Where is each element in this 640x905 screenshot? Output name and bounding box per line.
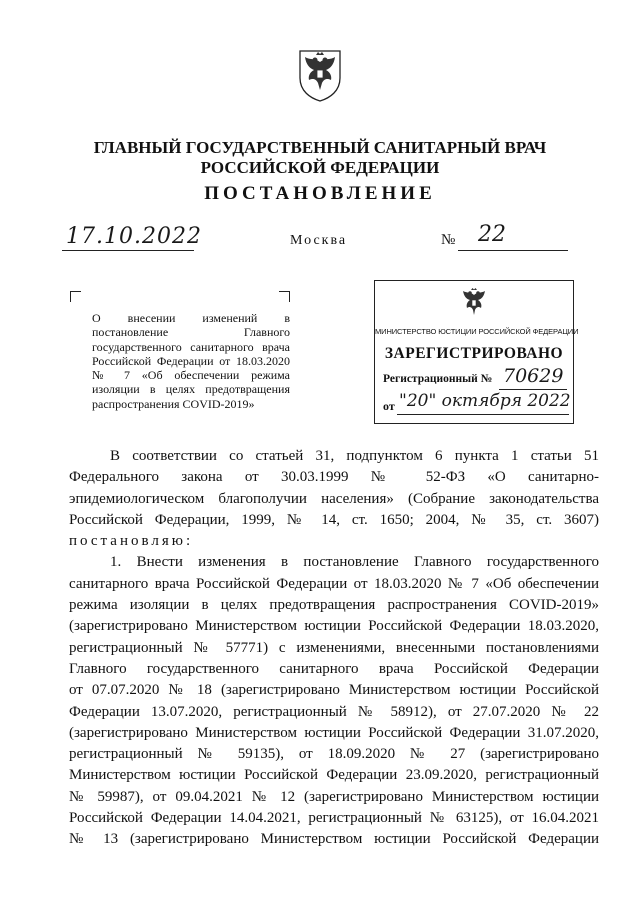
body-line: санитарного врача Российской Федерации от 18.03.2020 № 7 «Об обеспечении [69, 575, 599, 592]
body-line: (зарегистрировано Министерством юстиции Российской Федерации 31.07.2020, [69, 724, 599, 741]
body-line: регистрационный № 57771) с изменениями, внесенными постановлениями [69, 639, 599, 656]
subject-bracket-right [279, 291, 290, 302]
stamp-ministry-name: МИНИСТЕРСТВО ЮСТИЦИИ РОССИЙСКОЙ ФЕДЕРАЦИИ [375, 327, 579, 336]
body-line: 1. Внести изменения в постановление Главного государственного [110, 554, 599, 571]
document-number-label: № [441, 232, 456, 248]
stamp-reg-underline [499, 389, 567, 390]
issuer-title-line1: ГЛАВНЫЙ ГОСУДАРСТВЕННЫЙ САНИТАРНЫЙ ВРАЧ [93, 138, 547, 157]
body-line: В соответствии со статьей 31, подпунктом 6 пункта 1 статьи 51 [110, 448, 599, 464]
body-line: Федерации 13.07.2020, регистрационный № 58912), от 27.07.2020 № 22 [69, 703, 599, 720]
body-line: Российской Федерации 14.04.2021, регистрационный № 63125), от 16.04.2021 [69, 810, 599, 827]
registration-stamp [374, 280, 579, 424]
stamp-reg-number-label: Регистрационный № [383, 373, 493, 385]
document-date: 17.10.2022 [66, 224, 202, 249]
body-line: Российской Федерации, 1999, № 14, ст. 1650; 2004, № 35, ст. 3607) [69, 511, 599, 528]
document-body [69, 446, 599, 851]
stamp-registered-label: ЗАРЕГИСТРИРОВАНО [384, 345, 564, 362]
stamp-reg-number: 70629 [503, 365, 564, 387]
document-city: Москва [290, 233, 348, 248]
number-underline [458, 250, 568, 251]
stamp-date-underline [397, 414, 569, 415]
stamp-eagle-icon [459, 287, 489, 321]
document-type-title: ПОСТАНОВЛЕНИЕ [204, 183, 436, 204]
issuer-title-line2: РОССИЙСКОЙ ФЕДЕРАЦИИ [200, 158, 440, 177]
document-number: 22 [478, 222, 506, 247]
body-line: Министерством юстиции Российской Федерации 23.09.2020, регистрационный [69, 767, 599, 784]
body-line: режима изоляции в целях предотвращения распространения COVID-2019» [69, 597, 599, 614]
body-line: регистрационный № 59135), от 18.09.2020 № 27 (зарегистрировано [69, 746, 599, 763]
subject-bracket-left [70, 291, 81, 302]
coat-of-arms-icon [297, 48, 343, 102]
decree-word: постановляю: [69, 533, 194, 550]
body-line: (зарегистрировано Министерством юстиции Российской Федерации 18.03.2020, [69, 618, 599, 635]
stamp-reg-date: "20" октября 2022 [399, 391, 571, 411]
body-line: от 07.07.2020 № 18 (зарегистрировано Министерством юстиции Российской [69, 682, 599, 699]
body-line: № 13 (зарегистрировано Министерством юстиции Российской Федерации [69, 831, 599, 848]
body-line: Главного государственного санитарного врача Российской Федерации [69, 660, 599, 677]
document-subject: О внесении изменений в постановление Главного государственного санитарного врача Российской Федерации от 18.03.2020 № 7 «Об обеспечении режима изоляции в целях предотвращения распространения COVID-2019» [92, 311, 290, 411]
body-line: № 59987), от 09.04.2021 № 12 (зарегистрировано Министерством юстиции [69, 788, 599, 805]
body-line: эпидемиологическом благополучии населения» (Собрание законодательства [69, 490, 599, 507]
date-underline [62, 250, 194, 251]
stamp-from-label: от [383, 399, 395, 413]
body-line: Федерального закона от 30.03.1999 № 52-ФЗ «О санитарно- [69, 469, 599, 486]
